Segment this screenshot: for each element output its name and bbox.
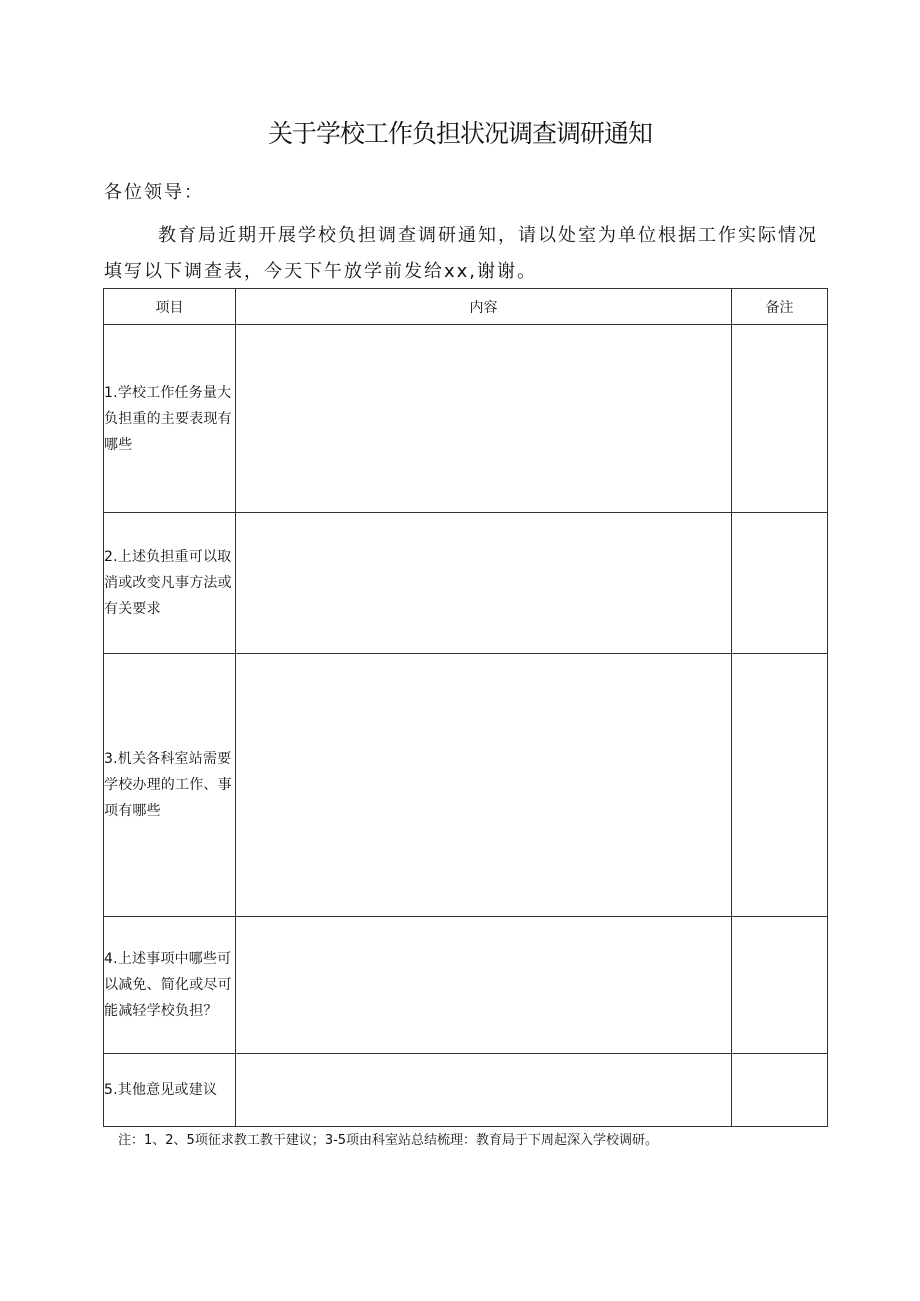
row-item-label: 3.机关各科室站需要学校办理的工作、事项有哪些 — [104, 654, 236, 917]
header-item: 项目 — [104, 289, 236, 325]
row-content-cell[interactable] — [236, 513, 732, 654]
table-row — [104, 654, 828, 917]
header-content: 内容 — [236, 289, 732, 325]
row-remark-cell[interactable] — [732, 917, 828, 1054]
row-content-cell[interactable] — [236, 1054, 732, 1127]
row-remark-cell[interactable] — [732, 1054, 828, 1127]
notice-paragraph: 教育局近期开展学校负担调查调研通知，请以处室为单位根据工作实际情况填写以下调查表，今天下午放学前发给xx,谢谢。 — [104, 225, 818, 282]
row-item-label: 4.上述事项中哪些可以减免、简化或尽可能减轻学校负担？ — [104, 917, 236, 1054]
footnote: 注：1、2、5项征求教工教干建议；3-5项由科室站总结梳理：教育局于下周起深入学校调研。 — [118, 1133, 659, 1148]
table-row — [104, 917, 828, 1054]
row-item-label: 1.学校工作任务量大负担重的主要表现有哪些 — [104, 325, 236, 513]
table-row — [104, 1054, 828, 1127]
greeting: 各位领导： — [104, 182, 204, 203]
row-item-label: 2.上述负担重可以取消或改变凡事方法或有关要求 — [104, 513, 236, 654]
row-content-cell[interactable] — [236, 325, 732, 513]
row-remark-cell[interactable] — [732, 325, 828, 513]
table-row — [104, 513, 828, 654]
row-remark-cell[interactable] — [732, 513, 828, 654]
survey-table — [103, 288, 828, 1127]
row-remark-cell[interactable] — [732, 654, 828, 917]
header-remark: 备注 — [732, 289, 828, 325]
row-item-label: 5.其他意见或建议 — [104, 1054, 236, 1127]
table-header-row — [104, 289, 828, 325]
row-content-cell[interactable] — [236, 654, 732, 917]
document-title: 关于学校工作负担状况调查调研通知 — [267, 119, 652, 148]
row-content-cell[interactable] — [236, 917, 732, 1054]
table-row — [104, 325, 828, 513]
